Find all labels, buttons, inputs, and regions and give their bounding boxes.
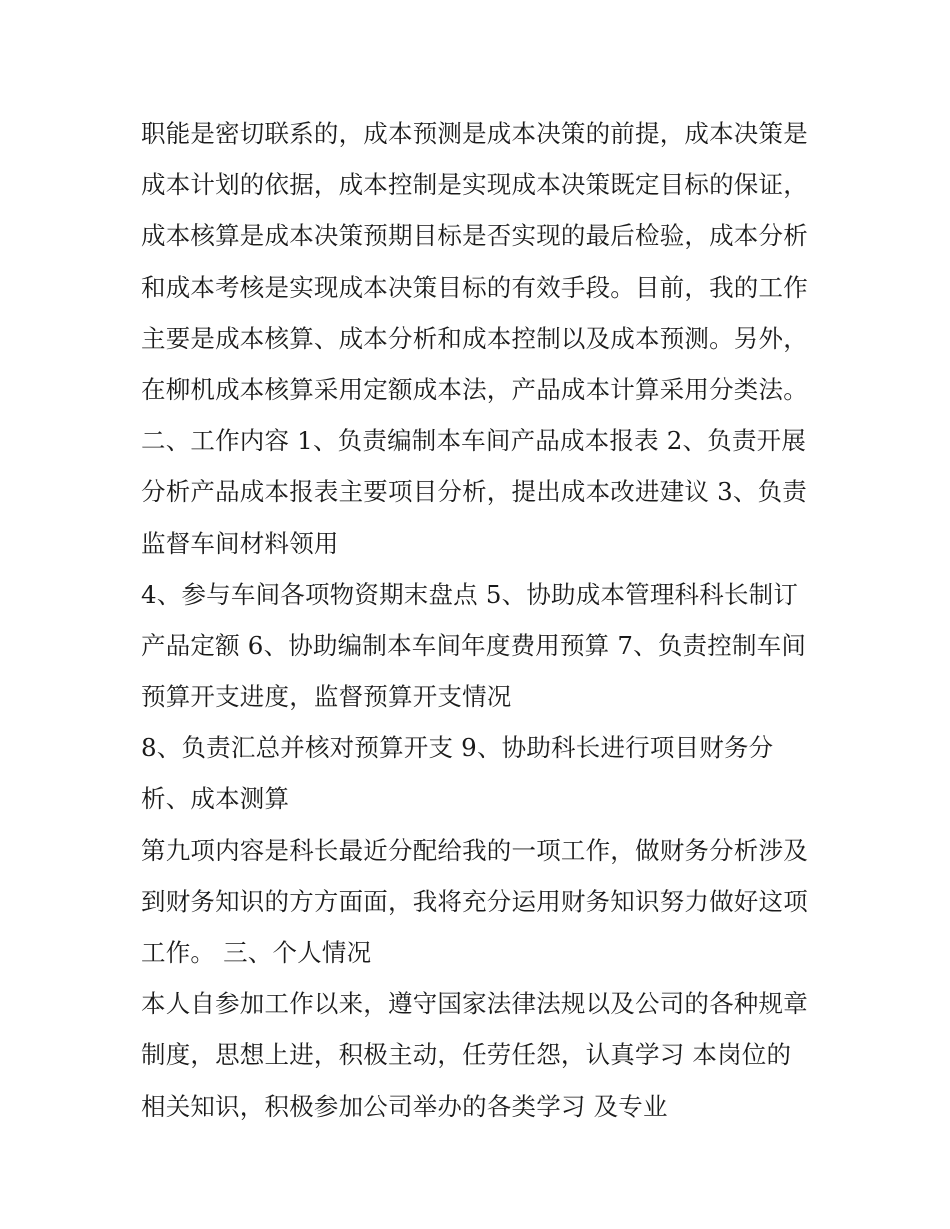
text-line-4: 和成本考核是实现成本决策目标的有效手段。目前，我的工作 [141,272,808,302]
text-line-6: 在柳机成本核算采用定额成本法，产品成本计算采用分类法。 [141,374,808,404]
text-line-1: 职能是密切联系的，成本预测是成本决策的前提，成本决策是 [141,119,808,148]
text-line-18: 本人自参加工作以来，遵守国家法律法规以及公司的各种规章 [141,989,808,1019]
text-line-17: 工作。 三、个人情况 [141,938,372,967]
text-line-3: 成本核算是成本决策预期目标是否实现的最后检验，成本分析 [141,221,808,251]
document-body [141,108,821,1132]
text-line-16: 到财务知识的方方面面，我将充分运用财务知识努力做好这项 [141,886,808,916]
text-line-5: 主要是成本核算、成本分析和成本控制以及成本预测。另外， [141,323,808,353]
text-line-7: 二、工作内容 1、负责编制本车间产品成本报表 2、负责开展 [141,426,807,456]
text-line-19: 制度，思想上进，积极主动，任劳任怨，认真学习 本岗位的 [141,1040,792,1070]
text-line-2: 成本计划的依据，成本控制是实现成本决策既定目标的保证， [141,170,808,200]
text-line-11: 产品定额 6、协助编制本车间年度费用预算 7、负责控制车间 [141,630,807,660]
text-line-12: 预算开支进度，监督预算开支情况 [141,682,512,712]
text-line-9: 监督车间材料领用 [141,528,339,558]
text-line-15: 第九项内容是科长最近分配给我的一项工作，做财务分析涉及 [141,835,808,865]
text-line-14: 析、成本测算 [141,784,290,814]
text-line-8: 分析产品成本报表主要项目分析，提出成本改进建议 3、负责 [141,477,807,507]
text-line-13: 8、负责汇总并核对预算开支 9、协助科长进行项目财务分 [141,733,774,763]
text-line-20: 相关知识，积极参加公司举办的各类学习 及专业 [141,1091,668,1121]
text-line-10: 4、参与车间各项物资期末盘点 5、协助成本管理科科长制订 [141,579,799,609]
